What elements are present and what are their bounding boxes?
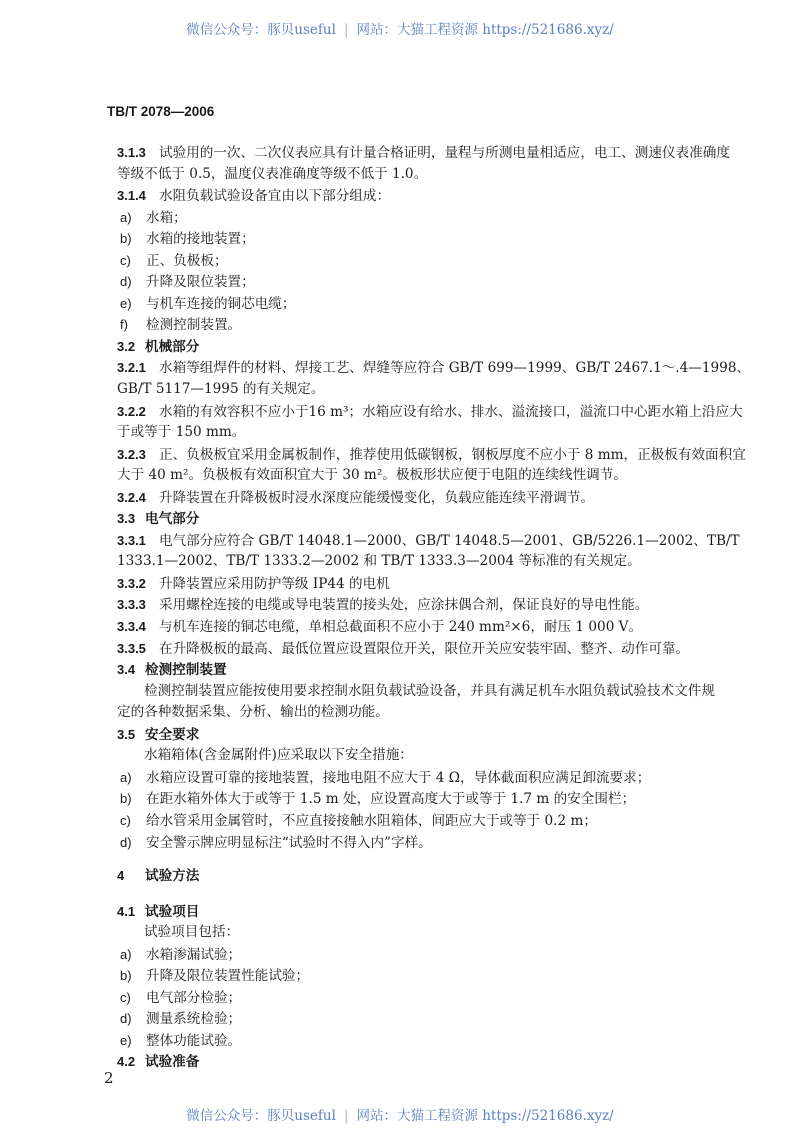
clause-number: 3.3.3	[117, 597, 146, 613]
line-text: 试验项目	[145, 903, 200, 919]
list-item	[117, 207, 717, 229]
clause-number: 3.2.3	[117, 446, 146, 462]
clause-line	[117, 185, 717, 207]
item-label: c)	[120, 812, 131, 828]
text-line	[117, 551, 717, 573]
line-text: 检测控制装置应能按使用要求控制水阻负载试验设备，并具有满足机车水阻负载试验技术文件规	[144, 682, 715, 699]
document-code: TB/T 2078—2006	[107, 104, 215, 119]
line-text: 水箱应设置可靠的接地装置，接地电阻不应大于 4 Ω，导体截面积应满足卸流要求；	[146, 769, 651, 786]
text-line	[117, 379, 717, 401]
clause-number: 3.5	[117, 726, 136, 742]
clause-number: 3.4	[117, 662, 136, 678]
clause-number: 3.2.4	[117, 489, 146, 505]
list-item	[117, 987, 717, 1009]
line-text: 机械部分	[145, 338, 200, 354]
text-line	[117, 922, 717, 944]
section-heading	[117, 336, 717, 358]
line-text: 在距水箱外体大于或等于 1.5 m 处，应设置高度大于或等于 1.7 m 的安全围栏；	[146, 791, 636, 808]
clause-line	[117, 594, 717, 616]
line-text: 水阻负载试验设备宜由以下部分组成：	[159, 188, 391, 205]
clause-line	[117, 616, 717, 638]
list-item	[117, 271, 717, 293]
line-text: 正、负极板宜采用金属板制作，推荐使用低碳钢板，钢板厚度不应小于 8 mm，正极板有效面积宜	[159, 446, 746, 463]
line-text: 水箱等组焊件的材料、焊接工艺、焊缝等应符合 GB/T 699—1999、GB/T 2467.1～.4—1998、	[159, 360, 751, 377]
line-text: 电气部分	[145, 511, 200, 527]
item-label: f)	[120, 317, 128, 333]
watermark-separator: |	[343, 1108, 349, 1124]
watermark-separator: |	[343, 22, 349, 38]
clause-line	[117, 530, 740, 552]
line-text: 水箱；	[146, 209, 187, 226]
line-text: 升降及限位装置性能试验；	[146, 968, 310, 985]
line-text: 正、负极板；	[146, 252, 228, 269]
line-text: 安全警示牌应明显标注“试验时不得入内”字样。	[146, 834, 432, 851]
list-item	[117, 767, 717, 789]
list-item	[117, 965, 717, 987]
clause-number: 3.3.2	[117, 575, 146, 591]
item-label: e)	[120, 1032, 132, 1048]
item-label: d)	[120, 834, 132, 850]
text-line	[117, 465, 717, 487]
section-heading	[117, 865, 717, 887]
line-text: 给水管采用金属管时，不应直接接触水阻箱体，间距应大于或等于 0.2 m；	[146, 812, 597, 829]
line-text: 在升降极板的最高、最低位置应设置限位开关，限位开关应安装牢固、整齐、动作可靠。	[159, 640, 690, 657]
text-line	[117, 702, 717, 724]
line-text: 于或等于 150 mm。	[117, 424, 246, 441]
list-item	[117, 1008, 717, 1030]
line-text: 等级不低于 0.5，温度仪表准确度等级不低于 1.0。	[117, 165, 428, 182]
line-text: 采用螺栓连接的电缆或导电装置的接头处，应涂抹偶合剂，保证良好的导电性能。	[159, 597, 649, 614]
list-item	[117, 314, 717, 336]
clause-number: 4.1	[117, 903, 136, 919]
clause-line	[117, 401, 743, 423]
watermark-footer	[0, 1104, 800, 1124]
section-heading	[117, 901, 717, 923]
line-text: 检测控制装置	[145, 662, 227, 678]
line-text: 测量系统检验；	[146, 1011, 242, 1028]
text-line	[117, 745, 717, 767]
watermark-header	[0, 18, 800, 38]
item-label: a)	[120, 946, 132, 962]
line-text: 水箱渗漏试验；	[146, 946, 242, 963]
clause-number: 4.2	[117, 1054, 136, 1070]
item-label: d)	[120, 274, 132, 290]
clause-number: 3.2	[117, 338, 136, 354]
line-text: 试验项目包括：	[144, 924, 240, 941]
clause-number: 3.1.3	[117, 145, 146, 160]
line-text: 水箱的有效容积不应小于16 m³；水箱应设有给水、排水、溢流接口，溢流口中心距水箱上沿应大	[159, 403, 743, 420]
item-label: b)	[120, 968, 132, 984]
clause-number: 3.3	[117, 511, 136, 527]
line-text: 试验方法	[145, 868, 200, 884]
list-item	[117, 293, 717, 315]
watermark-right: 网站：大猫工程资源 https://521686.xyz/	[356, 1108, 614, 1124]
clause-line	[117, 142, 730, 164]
clause-number: 3.2.1	[117, 360, 146, 376]
list-item	[117, 250, 717, 272]
page-number: 2	[104, 1069, 114, 1087]
line-text: 水箱箱体(含金属附件)应采取以下安全措施：	[144, 747, 413, 764]
clause-number: 3.3.5	[117, 640, 146, 656]
clause-line	[117, 573, 717, 595]
item-label: c)	[120, 989, 131, 1005]
item-label: a)	[120, 209, 132, 225]
document-body	[117, 142, 751, 1073]
line-text: 升降装置在升降极板时浸水深度应能缓慢变化，负载应能连续平滑调节。	[159, 489, 594, 506]
list-item	[117, 788, 717, 810]
clause-line	[117, 357, 751, 379]
line-text: 定的各种数据采集、分析、输出的检测功能。	[117, 704, 389, 721]
item-label: a)	[120, 769, 132, 785]
item-label: b)	[120, 231, 132, 247]
item-label: e)	[120, 295, 132, 311]
watermark-left: 微信公众号：豚贝useful	[186, 1108, 336, 1124]
list-item	[117, 944, 717, 966]
clause-line	[117, 487, 717, 509]
line-text: 大于 40 m²。负极板有效面积宜大于 30 m²。极板形状应便于电阻的连续线性调节。	[117, 467, 627, 484]
section-heading	[117, 724, 717, 746]
line-text: 升降装置应采用防护等级 IP44 的电机	[159, 575, 390, 592]
watermark-left: 微信公众号：豚贝useful	[186, 22, 336, 38]
clause-number: 3.2.2	[117, 403, 146, 419]
clause-number: 4	[117, 868, 125, 884]
line-text: 整体功能试验。	[146, 1032, 242, 1049]
item-label: c)	[120, 252, 131, 268]
line-text: 检测控制装置。	[146, 317, 242, 334]
line-text: 与机车连接的铜芯电缆；	[146, 295, 296, 312]
line-text: 电气部分检验；	[146, 989, 242, 1006]
text-line	[117, 164, 717, 186]
line-text: 试验用的一次、二次仪表应具有计量合格证明，量程与所测电量相适应，电工、测速仪表准确度	[159, 145, 730, 161]
line-text: 升降及限位装置；	[146, 274, 255, 291]
list-item	[117, 810, 717, 832]
line-text: 水箱的接地装置；	[146, 231, 255, 248]
line-text: 试验准备	[145, 1054, 200, 1070]
clause-line	[117, 638, 717, 660]
text-line	[117, 681, 717, 703]
item-label: b)	[120, 791, 132, 807]
section-heading	[117, 1051, 717, 1073]
clause-number: 3.3.4	[117, 619, 146, 635]
list-item	[117, 1030, 717, 1052]
clause-line	[117, 444, 746, 466]
clause-number: 3.1.4	[117, 188, 146, 204]
line-text: 与机车连接的铜芯电缆，单相总截面积不应小于 240 mm²×6，耐压 1 000 V。	[159, 619, 643, 636]
item-label: d)	[120, 1011, 132, 1027]
list-item	[117, 832, 717, 854]
section-heading	[117, 659, 717, 681]
line-text: 安全要求	[145, 726, 200, 742]
list-item	[117, 228, 717, 250]
clause-number: 3.3.1	[117, 532, 146, 548]
line-text: 1333.1—2002、TB/T 1333.2—2002 和 TB/T 1333.3—2004 等标准的有关规定。	[117, 553, 641, 570]
line-text: GB/T 5117—1995 的有关规定。	[117, 381, 325, 398]
text-line	[117, 422, 717, 444]
watermark-right: 网站：大猫工程资源 https://521686.xyz/	[356, 22, 614, 38]
section-heading	[117, 508, 717, 530]
line-text: 电气部分应符合 GB/T 14048.1—2000、GB/T 14048.5—2001、GB/5226.1—2002、TB/T	[159, 532, 740, 549]
